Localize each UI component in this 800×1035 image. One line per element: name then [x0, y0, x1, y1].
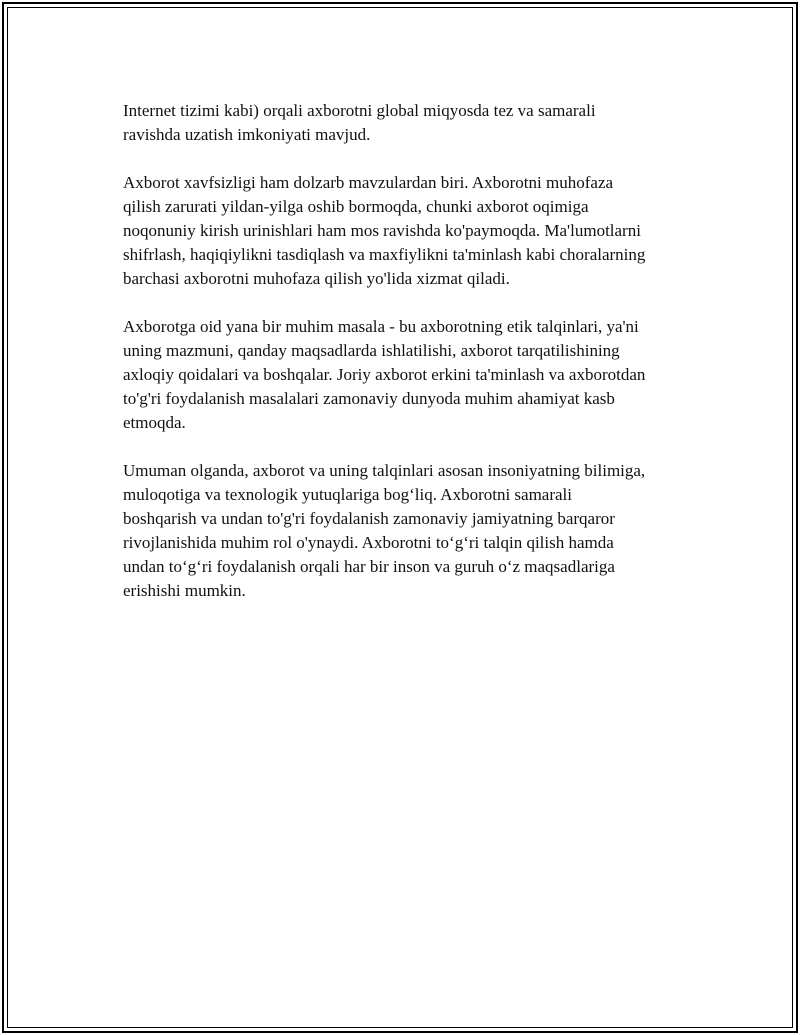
text-line: Umuman olganda, axborot va uning talqinlari asosan insoniyatning bilimiga, — [123, 461, 646, 480]
text-line: Internet tizimi kabi) orqali axborotni global miqyosda tez va samarali — [123, 101, 596, 120]
text-line: Axborot xavfsizligi ham dolzarb mavzulardan biri. Axborotni muhofaza — [123, 173, 614, 192]
text-line: boshqarish va undan to'g'ri foydalanish zamonaviy jamiyatning barqaror — [123, 509, 615, 528]
text-line: barchasi axborotni muhofaza qilish yo'lida xizmat qiladi. — [123, 269, 510, 288]
text-line: etmoqda. — [123, 413, 186, 432]
text-line: ravishda uzatish imkoniyati mavjud. — [123, 125, 371, 144]
text-line: uning mazmuni, qanday maqsadlarda ishlatilishi, axborot tarqatilishining — [123, 341, 620, 360]
text-line: muloqotiga va texnologik yutuqlariga bog‘liq. Axborotni samarali — [123, 485, 573, 504]
text-line: undan to‘g‘ri foydalanish orqali har bir inson va guruh o‘z maqsadlariga — [123, 557, 615, 576]
paragraph-1 — [123, 99, 713, 147]
text-line: noqonuniy kirish urinishlari ham mos ravishda ko'paymoqda. Ma'lumotlarni — [123, 221, 641, 240]
text-line: axloqiy qoidalari va boshqalar. Joriy axborot erkini ta'minlash va axborotdan — [123, 365, 646, 384]
paragraph-3 — [123, 315, 713, 435]
document-page — [2, 2, 798, 1033]
text-line: to'g'ri foydalanish masalalari zamonaviy dunyoda muhim ahamiyat kasb — [123, 389, 615, 408]
text-line: rivojlanishida muhim rol o'ynaydi. Axborotni to‘g‘ri talqin qilish hamda — [123, 533, 614, 552]
document-body — [123, 99, 713, 627]
text-line: Axborotga oid yana bir muhim masala - bu axborotning etik talqinlari, ya'ni — [123, 317, 639, 336]
text-line: erishishi mumkin. — [123, 581, 246, 600]
paragraph-4 — [123, 459, 713, 603]
text-line: qilish zarurati yildan-yilga oshib bormoqda, chunki axborot oqimiga — [123, 197, 589, 216]
paragraph-2 — [123, 171, 713, 291]
text-line: shifrlash, haqiqiylikni tasdiqlash va maxfiylikni ta'minlash kabi choralarning — [123, 245, 646, 264]
